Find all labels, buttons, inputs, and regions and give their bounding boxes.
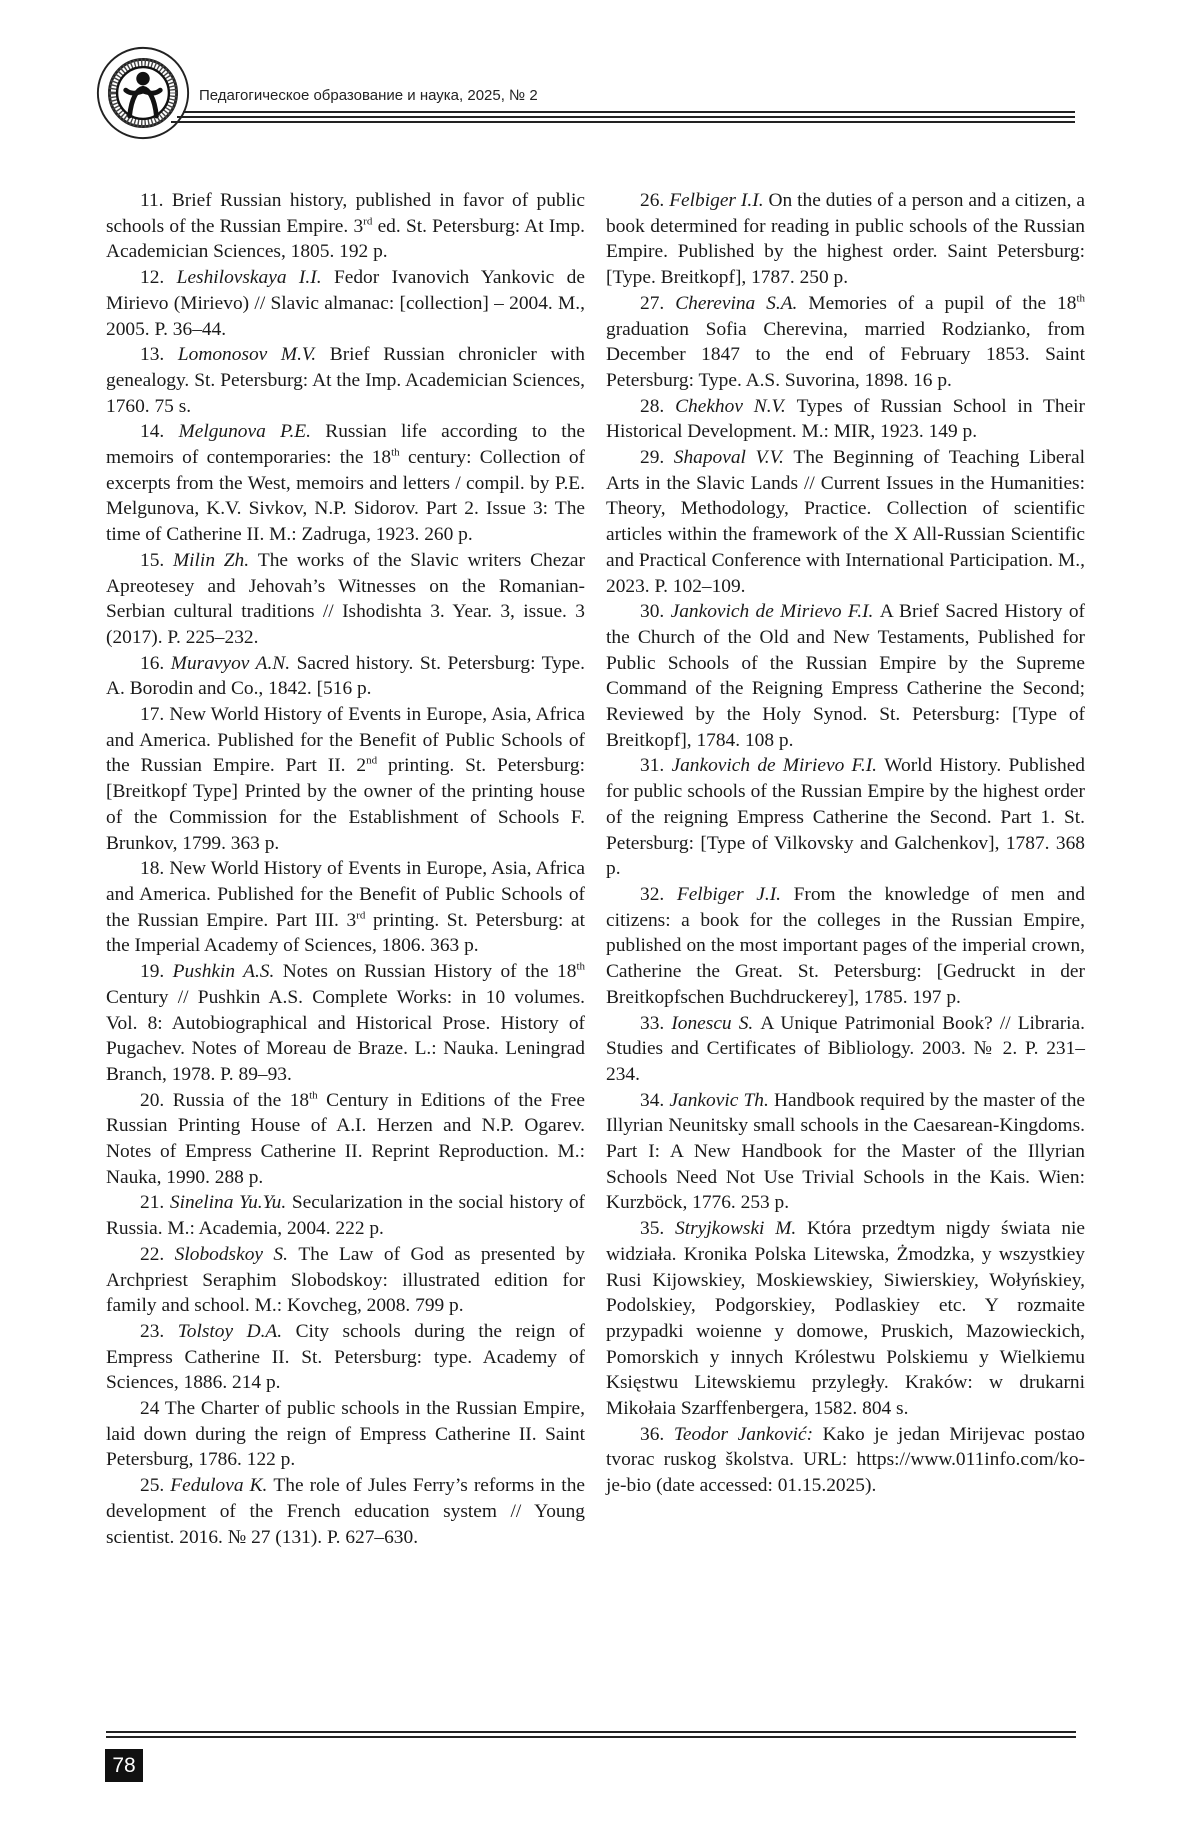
- reference-text: Notes on Russian History of the 18th Century // Pushkin A.S. Complete Works: in 10 volumes. Vol. 8: Autobiographical and Historical Prose. History of Pugachev. Notes of Moreau de Braze. L.: Nauka. Leningrad Branch, 1978. P. 89–93.: [106, 960, 585, 1085]
- reference-item: [106, 1088, 585, 1191]
- reference-text: Handbook required by the master of the Illyrian Neunitsky small schools in the Caesarean-Kingdoms. Part I: A New Handbook for the Master of the Illyrian Schools Need Not Use Trivial Schools in the Kais. Wien: Kurzböck, 1776. 253 p.: [606, 1089, 1086, 1214]
- reference-item: [606, 882, 1085, 1011]
- reference-item: [606, 1011, 1085, 1088]
- reference-number: 27.: [640, 292, 676, 314]
- reference-text: Russia of the 18th Century in Editions of the Free Russian Printing House of A.I. Herzen and N.P. Ogarev. Notes of Empress Catherine II. Reprint Reproduction. M.: Nauka, 1990. 288 p.: [106, 1089, 586, 1188]
- reference-author: Cherevina S.A.: [675, 292, 809, 314]
- reference-item: [106, 419, 585, 548]
- header-rule-middle: [177, 116, 1075, 118]
- journal-logo-icon: [95, 45, 191, 141]
- reference-text: From the knowledge of men and citizens: a book for the colleges in the Russian Empire, published on the most important pages of the imperial crown, Catherine the Great. St. Petersburg: [Gedruckt in der Breitkopfschen Buchdruckerey], 1785. 197 p.: [606, 883, 1086, 1008]
- reference-text: The Beginning of Teaching Liberal Arts in the Slavic Lands // Current Issues in the Humanities: Theory, Methodology, Practice. Collection of scientific articles within the framework of the X All-Russian Scientific and Practical Conference with International Participation. M., 2023. P. 102–109.: [606, 447, 1085, 597]
- reference-item: [606, 291, 1085, 394]
- reference-number: 20.: [140, 1089, 173, 1111]
- reference-text: A Brief Sacred History of the Church of the Old and New Testaments, Published for Public Schools of the Russian Empire by the Supreme Command of the Reigning Empress Catherine the Second; Reviewed by the Holy Synod. St. Petersburg: [Type of Breitkopf], 1784. 108 p.: [606, 601, 1086, 751]
- reference-item: [606, 599, 1085, 753]
- reference-author: Chekhov N.V.: [675, 395, 797, 417]
- reference-author: Stryjkowski M.: [675, 1218, 808, 1240]
- reference-text: New World History of Events in Europe, Asia, Africa and America. Published for the Benefit of Public Schools of the Russian Empire. Part II. 2nd printing. St. Petersburg: [Breitkopf Type] Printed by the owner of the printing house of the Commission for the Establishment of Schools F. Brunkov, 1799. 363 p.: [106, 704, 585, 854]
- reference-text: Sacred history. St. Petersburg: Type. A. Borodin and Co., 1842. [516 p.: [106, 652, 585, 700]
- reference-number: 36.: [640, 1423, 674, 1445]
- reference-item: [106, 265, 585, 342]
- reference-item: [106, 1396, 585, 1473]
- reference-author: Slobodskoy S.: [174, 1243, 299, 1265]
- reference-item: [606, 1216, 1085, 1422]
- reference-text: Secularization in the social history of Russia. M.: Academia, 2004. 222 p.: [106, 1192, 585, 1240]
- reference-number: 21.: [140, 1192, 170, 1214]
- reference-number: 11.: [140, 190, 172, 211]
- reference-author: Felbiger I.I.: [669, 190, 769, 211]
- reference-text: A Unique Patrimonial Book? // Libraria. Studies and Certificates of Bibliology. 2003. № 2. P. 231–234.: [606, 1012, 1085, 1085]
- reference-number: 14.: [140, 421, 179, 443]
- reference-text: The Law of God as presented by Archpriest Seraphim Slobodskoy: illustrated edition for family and school. M.: Kovcheg, 2008. 799 p.: [106, 1243, 585, 1317]
- reference-item: [106, 188, 585, 265]
- reference-number: 19.: [140, 961, 173, 983]
- reference-number: 15.: [140, 549, 173, 571]
- reference-author: Jankovich de Mirievo F.I.: [670, 601, 880, 623]
- reference-number: 31.: [640, 755, 672, 777]
- page-header: [95, 45, 1075, 170]
- footer-rule: [106, 1731, 1076, 1741]
- reference-item: [606, 1088, 1085, 1217]
- reference-number: 12.: [140, 267, 177, 289]
- reference-item: [106, 1319, 585, 1396]
- reference-number: 34.: [640, 1089, 670, 1111]
- reference-text: City schools during the reign of Empress Catherine II. St. Petersburg: type. Academy of Sciences, 1886. 214 p.: [106, 1320, 586, 1394]
- references-column-right: [606, 188, 1085, 1499]
- reference-number: 22.: [140, 1243, 175, 1265]
- reference-text: Kako je jedan Mirijevac postao tvorac ruskog školstva. URL: https://www.011info.com/ko-je-bio (date accessed: 01.15.2025).: [606, 1423, 1085, 1497]
- reference-author: Muravyov A.N.: [170, 652, 297, 674]
- footer-rule-top: [106, 1731, 1076, 1733]
- reference-text: The works of the Slavic writers Chezar Apreotesey and Jehovah’s Witnesses on the Romanian-Serbian cultural traditions // Ishodishta 3. Year. 3, issue. 3 (2017). P. 225–232.: [106, 549, 585, 648]
- reference-number: 33.: [640, 1012, 672, 1034]
- reference-text: The role of Jules Ferry’s reforms in the development of the French education system // Young scientist. 2016. № 27 (131). P. 627–630.: [106, 1475, 585, 1548]
- reference-number: 23.: [140, 1320, 178, 1342]
- reference-author: Ionescu S.: [671, 1012, 761, 1034]
- reference-text: Memories of a pupil of the 18th graduation Sofia Cherevina, married Rodzianko, from December 1847 to the end of February 1853. Saint Petersburg: Type. A.S. Suvorina, 1898. 16 p.: [606, 292, 1086, 391]
- reference-author: Sinelina Yu.Yu.: [169, 1192, 292, 1214]
- reference-text: Russian life according to the memoirs of contemporaries: the 18th century: Collection of excerpts from the West, memoirs and letters / compil. by P.E. Melgunova, K.V. Sivkov, N.P. Sidorov. Part 2. Issue 3: The time of Catherine II. M.: Zadruga, 1923. 260 p.: [106, 421, 586, 546]
- reference-number: 30.: [640, 601, 671, 623]
- reference-item: [606, 394, 1085, 445]
- reference-author: Jankovic Th.: [669, 1089, 774, 1111]
- footer-rule-bottom: [106, 1736, 1076, 1738]
- reference-number: 13.: [140, 344, 178, 366]
- reference-text: On the duties of a person and a citizen, a book determined for reading in public schools of the Russian Empire. Published by the highest order. Saint Petersburg: [Type. Breitkopf], 1787. 250 p.: [606, 190, 1085, 289]
- reference-number: 32.: [640, 883, 677, 905]
- reference-item: [106, 959, 585, 1088]
- reference-number: 16.: [140, 652, 171, 674]
- reference-item: [106, 1473, 585, 1550]
- reference-number: 18.: [140, 858, 170, 880]
- reference-number: 28.: [640, 395, 676, 417]
- references-column-left: [106, 188, 585, 1550]
- reference-item: [606, 753, 1085, 882]
- reference-author: Shapoval V.V.: [673, 447, 794, 469]
- reference-item: [606, 188, 1085, 291]
- reference-author: Felbiger J.I.: [676, 883, 794, 905]
- journal-title: Педагогическое образование и наука, 2025, № 2: [199, 87, 538, 104]
- reference-item: [106, 856, 585, 959]
- header-rule-top: [183, 111, 1075, 113]
- reference-item: [106, 1190, 585, 1241]
- reference-text: Fedor Ivanovich Yankovic de Mirievo (Mirievo) // Slavic almanac: [collection] – 2004. M., 2005. P. 36–44.: [106, 267, 585, 340]
- reference-number: 24: [140, 1398, 165, 1420]
- reference-number: 26.: [640, 190, 670, 211]
- reference-item: [106, 702, 585, 856]
- reference-number: 35.: [640, 1218, 676, 1240]
- reference-author: Leshilovskaya I.I.: [176, 267, 334, 289]
- reference-author: Jankovich de Mirievo F.I.: [671, 755, 885, 777]
- reference-author: Melgunova P.E.: [178, 421, 326, 443]
- reference-item: [606, 1422, 1085, 1499]
- page-number: 78: [105, 1749, 143, 1782]
- header-rule-bottom: [171, 121, 1075, 123]
- reference-item: [106, 651, 585, 702]
- reference-text: Brief Russian chronicler with genealogy. St. Petersburg: At the Imp. Academician Sciences, 1760. 75 s.: [106, 344, 585, 417]
- reference-text: Types of Russian School in Their Historical Development. M.: MIR, 1923. 149 p.: [606, 395, 1085, 443]
- reference-text: New World History of Events in Europe, Asia, Africa and America. Published for the Benefit of Public Schools of the Russian Empire. Part III. 3rd printing. St. Petersburg: at the Imperial Academy of Sciences, 1806. 363 p.: [106, 858, 585, 957]
- reference-text: Brief Russian history, published in favor of public schools of the Russian Empire. 3rd ed. St. Petersburg: At Imp. Academician Sciences, 1805. 192 p.: [106, 190, 586, 263]
- reference-author: Tolstoy D.A.: [177, 1320, 296, 1342]
- reference-item: [606, 445, 1085, 599]
- reference-author: Teodor Janković:: [673, 1423, 823, 1445]
- reference-number: 17.: [140, 704, 170, 726]
- reference-number: 25.: [140, 1475, 171, 1497]
- reference-author: Milin Zh.: [173, 549, 258, 571]
- reference-author: Fedulova K.: [170, 1475, 274, 1497]
- reference-text: The Charter of public schools in the Russian Empire, laid down during the reign of Empress Catherine II. Saint Petersburg, 1786. 122 p.: [106, 1398, 585, 1471]
- reference-item: [106, 342, 585, 419]
- reference-author: Lomonosov M.V.: [177, 344, 330, 366]
- reference-text: Która przedtym nigdy świata nie widziała. Kronika Polska Litewska, Żmodzka, y wszystkiey Rusi Kijowskiey, Moskiewskiey, Siwierskiey, Wołyńskiey, Podolskiey, Podgorskiey, Podlaskiey etc. Y rozmaite przypadki woienne y domowe, Pruskich, Mazowieckich, Pomorskich y innych Królestwu Polskiemu y Wielkiemu Księstwu Litewskiemu przyległy. Kraków: w drukarni Mikołaia Szarffenbergera, 1582. 804 s.: [606, 1218, 1086, 1420]
- reference-text: World History. Published for public schools of the Russian Empire by the highest order of the reigning Empress Catherine the Second. Part 1. St. Petersburg: [Type of Vilkovsky and Galchenkov], 1787. 368 p.: [606, 755, 1085, 880]
- reference-item: [106, 1242, 585, 1319]
- reference-item: [106, 548, 585, 651]
- reference-author: Pushkin A.S.: [172, 961, 283, 983]
- reference-number: 29.: [640, 447, 674, 469]
